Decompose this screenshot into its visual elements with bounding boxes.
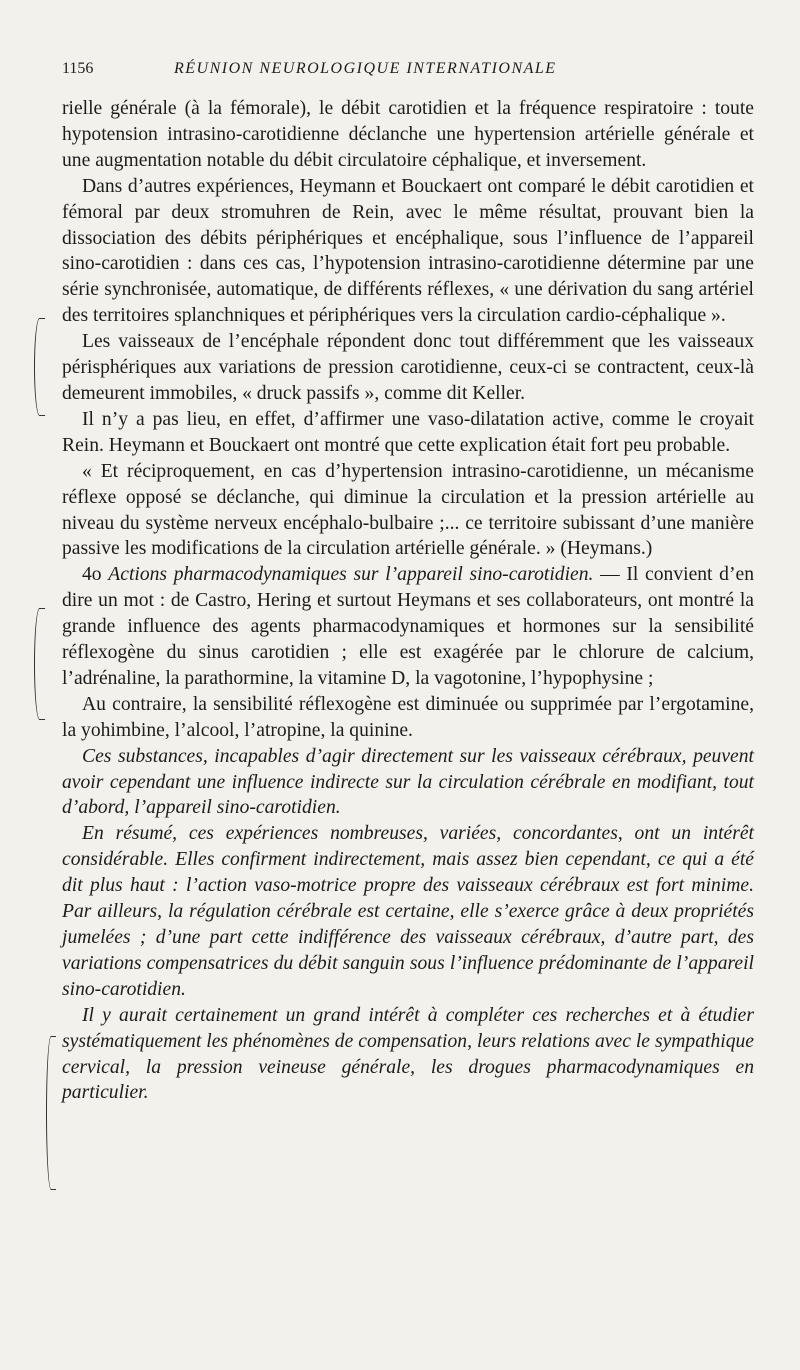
italic-paragraph: Ces substances, incapables d’agir directement sur les vaisseaux cérébraux, peuvent avoir cependant une influence indirecte sur la circulation cérébrale en modifiant, tout d’abord, l’appareil sino-carotidien.	[62, 745, 754, 819]
page-header	[62, 60, 762, 86]
section-title: Actions pharmacodynamiques sur l’appareil sino-carotidien.	[108, 564, 594, 586]
margin-bracket	[34, 608, 45, 720]
section-number: 4o	[82, 564, 102, 586]
section-text: — Il convient d’en dire un mot : de Castro, Hering et surtout Heymans et ses collaborateurs, ont montré la grande influence des agents pharmacodynamiques et hormones sur la sensibilité réflexogène du sinus carotidien ; elle est exagérée par le chlorure de calcium, l’adrénaline, la parathormine, la vitamine D, la vagotonine, l’hypophysine ;	[62, 564, 754, 689]
body-text	[62, 96, 754, 1106]
section-4-paragraph	[62, 562, 754, 692]
italic-paragraph: En résumé, ces expériences nombreuses, variées, concordantes, ont un intérêt considérable. Elles confirment indirectement, mais assez bien cependant, ce qui a été dit plus haut : l’action vaso-motrice propre des vaisseaux cérébraux est fort minime. Par ailleurs, la régulation cérébrale est certaine, elle s’exerce grâce à deux propriétés jumelées ; d’une part cette indifférence des vaisseaux cérébraux, d’autre part, des variations compensatrices du débit sanguin sous l’influence prédominante de l’appareil sino-carotidien.	[62, 823, 754, 1000]
margin-bracket	[34, 318, 45, 416]
margin-bracket	[46, 1036, 56, 1190]
paragraph: rielle générale (à la fémorale), le débit carotidien et la fréquence respiratoire : toute hypotension intrasino-carotidienne déclanche une hypertension artérielle générale et une augmentation notable du débit circulatoire céphalique, et inversement.	[62, 98, 754, 171]
paragraph: « Et réciproquement, en cas d’hypertension intrasino-carotidienne, un mécanisme réflexe opposé se déclanche, qui diminue la circulation et la pression artérielle au niveau du système nerveux encéphalo-bulbaire ;... ce territoire subissant d’une manière passive les modifications de la circulation artérielle générale. » (Heymans.)	[62, 460, 754, 560]
italic-paragraph: Il y aurait certainement un grand intérêt à compléter ces recherches et à étudier systématiquement les phénomènes de compensation, leurs relations avec le sympathique cervical, la pression veineuse générale, les drogues pharmacodynamiques en particulier.	[62, 1004, 754, 1104]
paragraph: Il n’y a pas lieu, en effet, d’affirmer une vaso-dilatation active, comme le croyait Rein. Heymann et Bouckaert ont montré que cette explication était fort peu probable.	[62, 408, 754, 456]
paragraph: Au contraire, la sensibilité réflexogène est diminuée ou supprimée par l’ergotamine, la yohimbine, l’alcool, l’atropine, la quinine.	[62, 693, 754, 741]
running-title: RÉUNION NEUROLOGIQUE INTERNATIONALE	[174, 60, 557, 77]
page-number: 1156	[62, 60, 94, 77]
paragraph: Dans d’autres expériences, Heymann et Bouckaert ont comparé le débit carotidien et fémoral par deux stromuhren de Rein, avec le même résultat, prouvant bien la dissociation des débits périphériques et encéphalique, sous l’influence de l’appareil sino-carotidien : dans ces cas, l’hypotension intrasino-carotidienne détermine par une série synchronisée, automatique, de différents réflexes, « une dérivation du sang artériel des territoires splanchniques et périphériques vers la circulation cardio-céphalique ».	[62, 175, 754, 327]
paragraph: Les vaisseaux de l’encéphale répondent donc tout différemment que les vaisseaux périsphériques aux variations de pression carotidienne, ceux-ci se contractent, ceux-là demeurent immobiles, « druck passifs », comme dit Keller.	[62, 331, 754, 404]
